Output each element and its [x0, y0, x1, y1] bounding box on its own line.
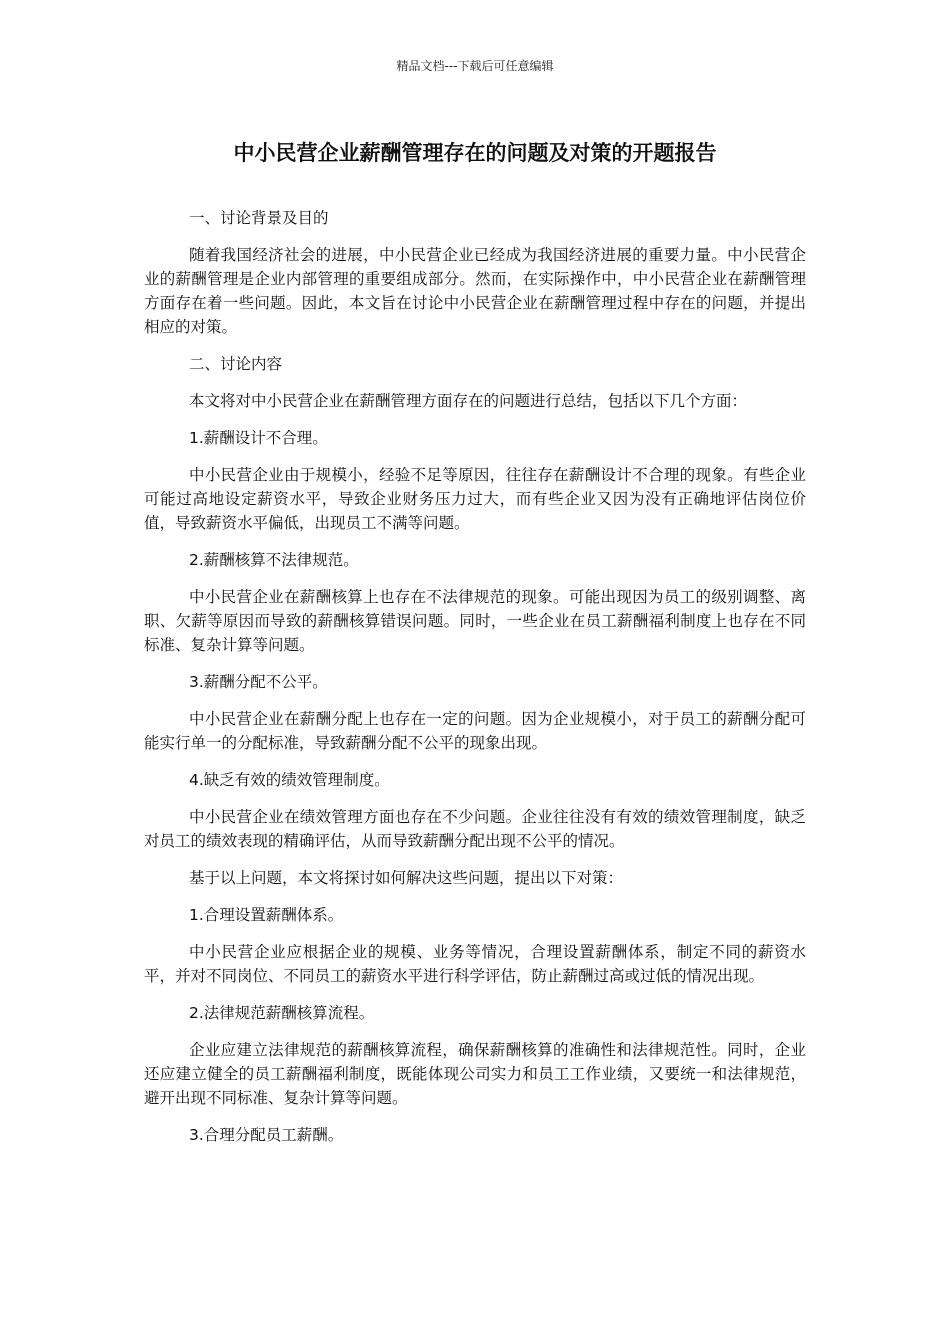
- solution-heading-2: 2.法律规范薪酬核算流程。: [189, 1004, 375, 1022]
- section-heading-content: 二、讨论内容: [189, 355, 283, 373]
- problem-heading-4: 4.缺乏有效的绩效管理制度。: [189, 771, 390, 789]
- problem-heading-1: 1.薪酬设计不合理。: [189, 429, 328, 447]
- document-title: 中小民营企业薪酬管理存在的问题及对策的开题报告: [233, 141, 717, 165]
- page-header: 精品文档---下载后可任意编辑: [396, 59, 554, 73]
- solutions-intro: 基于以上问题，本文将探讨如何解决这些问题，提出以下对策：: [189, 869, 624, 887]
- document-body: [144, 206, 806, 1160]
- problem-paragraph-4: 中小民营企业在绩效管理方面也存在不少问题。企业往往没有有效的绩效管理制度，缺乏对员工的绩效表现的精确评估，从而导致薪酬分配出现不公平的情况。: [144, 808, 806, 850]
- paragraph-background: 随着我国经济社会的进展，中小民营企业已经成为我国经济进展的重要力量。中小民营企业的薪酬管理是企业内部管理的重要组成部分。然而，在实际操作中，中小民营企业在薪酬管理方面存在着一些问题。因此，本文旨在讨论中小民营企业在薪酬管理过程中存在的问题，并提出相应的对策。: [144, 246, 806, 336]
- problem-paragraph-2: 中小民营企业在薪酬核算上也存在不法律规范的现象。可能出现因为员工的级别调整、离职、欠薪等原因而导致的薪酬核算错误问题。同时，一些企业在员工薪酬福利制度上也存在不同标准、复杂计算等问题。: [144, 588, 806, 654]
- solution-heading-1: 1.合理设置薪酬体系。: [189, 906, 344, 924]
- problem-heading-3: 3.薪酬分配不公平。: [189, 673, 328, 691]
- problem-heading-2: 2.薪酬核算不法律规范。: [189, 551, 359, 569]
- problem-paragraph-1: 中小民营企业由于规模小，经验不足等原因，往往存在薪酬设计不合理的现象。有些企业可能过高地设定薪资水平，导致企业财务压力过大，而有些企业又因为没有正确地评估岗位价值，导致薪资水平偏低，出现员工不满等问题。: [144, 466, 806, 532]
- solution-heading-3: 3.合理分配员工薪酬。: [189, 1126, 344, 1144]
- problem-paragraph-3: 中小民营企业在薪酬分配上也存在一定的问题。因为企业规模小，对于员工的薪酬分配可能实行单一的分配标准，导致薪酬分配不公平的现象出现。: [144, 710, 806, 752]
- solution-paragraph-1: 中小民营企业应根据企业的规模、业务等情况，合理设置薪酬体系，制定不同的薪资水平，并对不同岗位、不同员工的薪资水平进行科学评估，防止薪酬过高或过低的情况出现。: [144, 943, 806, 985]
- section-heading-background: 一、讨论背景及目的: [189, 209, 329, 227]
- paragraph-content-intro: 本文将对中小民营企业在薪酬管理方面存在的问题进行总结，包括以下几个方面：: [189, 392, 748, 410]
- solution-paragraph-2: 企业应建立法律规范的薪酬核算流程，确保薪酬核算的准确性和法律规范性。同时，企业还应建立健全的员工薪酬福利制度，既能体现公司实力和员工工作业绩，又要统一和法律规范，避开出现不同标准、复杂计算等问题。: [144, 1041, 806, 1107]
